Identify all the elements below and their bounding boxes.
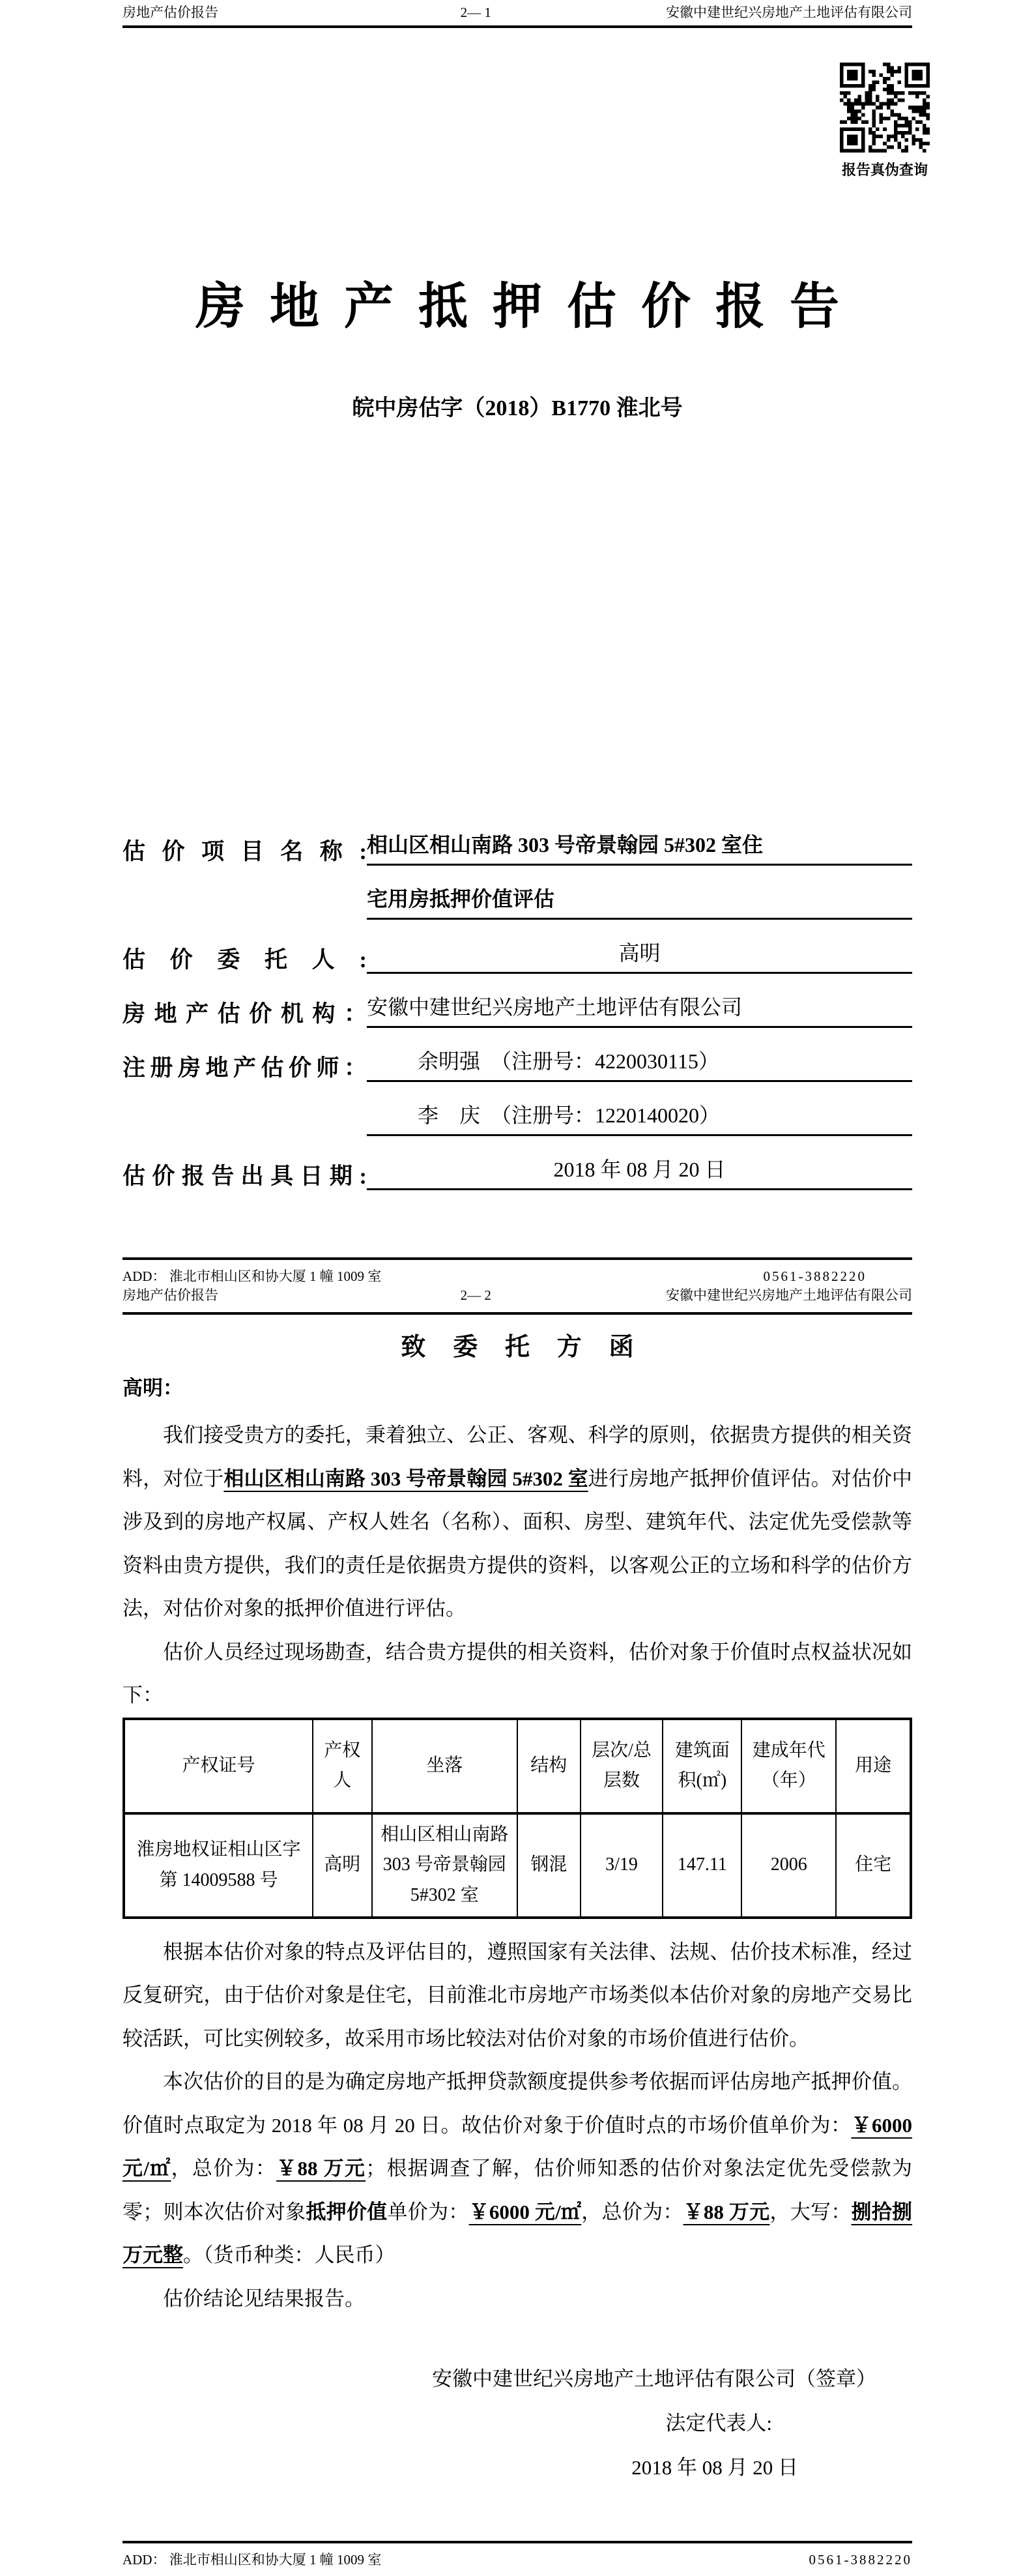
letter-salutation: 高明： (122, 1377, 183, 1399)
cover-fields (122, 812, 912, 1190)
text-run: ，总价为： (581, 2200, 683, 2223)
letter-body-intro (122, 1414, 912, 1718)
field-value: 相山区相山南路 303 号帝景翰园 5#302 室住 (367, 832, 912, 866)
header-company: 安徽中建世纪兴房地产土地评估有限公司 (666, 5, 912, 20)
cell-area: 147.11 (663, 1813, 741, 1918)
text-run: 相山区相山南路 303 号帝景翰园 5#302 室 (223, 1467, 588, 1490)
paragraph (122, 1931, 912, 2061)
report-number: 皖中房估字（2018）B1770 淮北号 (352, 396, 683, 420)
text-run: ￥6000 元/㎡ (468, 2200, 582, 2223)
text-run: ，总价为： (171, 2157, 277, 2180)
cell-year-built: 2006 (741, 1813, 836, 1918)
page1-footer (122, 1268, 912, 1285)
cell-usage: 住宅 (836, 1813, 911, 1918)
cell-certificate-no: 淮房地权证相山区字第 14009588 号 (124, 1813, 313, 1918)
field-value: 高明 (367, 940, 912, 974)
text-run: ￥88 万元 (276, 2157, 366, 2180)
field-value: 宅用房抵押价值评估 (367, 886, 912, 920)
field-label: 估价委托人: (122, 947, 367, 973)
page1-running-header (122, 0, 912, 28)
page-break (122, 1257, 912, 1315)
page2-running-header (122, 1287, 912, 1304)
footer-address: ADD： 淮北市相山区和协大厦 1 幢 1009 室 (122, 1268, 382, 1284)
header-company: 安徽中建世纪兴房地产土地评估有限公司 (666, 1287, 912, 1303)
footer-phone: 0561-3882220 (809, 2552, 912, 2568)
table-row (124, 1813, 911, 1918)
field-value: 安徽中建世纪兴房地产土地评估有限公司 (367, 994, 912, 1028)
paragraph (122, 1414, 912, 1631)
col-year-built: 建成年代（年） (741, 1719, 836, 1813)
header-doc-type: 房地产估价报告 (122, 5, 218, 20)
field-row-issue-date (122, 1136, 912, 1190)
letter-body-conclusion (122, 1931, 912, 2321)
text-run: 进行房地产抵押价值评估。对估价中涉及到的房地产权属、产权人姓名（名称）、面积、房型、建筑年代、法定优先受偿款等资料由贵方提供，我们的责任是依据贵方提供的资料，以客观公正的立场和科学的估价方法，对估价对象的抵押价值进行评估。 (122, 1467, 913, 1620)
field-row-client (122, 920, 912, 974)
text-run: ，大写： (769, 2200, 852, 2223)
text-run: ￥88 万元 (683, 2200, 770, 2223)
footer-address: ADD： 淮北市相山区和协大厦 1 幢 1009 室 (122, 2552, 382, 2568)
text-run: 捌拾捌万元整 (122, 2200, 913, 2266)
text-run: 估价结论见结果报告。 (163, 2287, 365, 2310)
qr-code (839, 63, 931, 153)
text-run: 单价为： (387, 2200, 469, 2223)
field-row-agency (122, 974, 912, 1028)
field-row-project-name (122, 812, 912, 866)
col-usage: 用途 (836, 1719, 911, 1813)
qr-caption: 报告真伪查询 (841, 162, 928, 178)
field-value: 余明强 （注册号：4220030115） (367, 1048, 912, 1082)
col-location: 坐落 (372, 1719, 517, 1813)
qr-verification-block (839, 63, 931, 179)
signature-date: 2018 年 08 月 20 日 (631, 2456, 798, 2479)
paragraph (122, 1631, 912, 1718)
cell-structure: 钢混 (517, 1813, 581, 1918)
page-title: 房地产抵押估价报告 (195, 280, 864, 334)
field-label: 估价报告出具日期: (122, 1164, 367, 1189)
cell-location: 相山区相山南路 303 号帝景翰园 5#302 室 (372, 1813, 517, 1918)
text-run: 我们接受贵方的委托，秉着独立、公正、客观、科学的原则，依据贵方提供的相关资料，对位于 (122, 1424, 912, 1490)
page2-footer (122, 2541, 912, 2569)
signature-company: 安徽中建世纪兴房地产土地评估有限公司（签章） (432, 2367, 876, 2390)
paragraph (122, 2277, 912, 2321)
field-value: 李 庆 （注册号：1220140020） (367, 1102, 912, 1136)
field-row-project-name-cont (122, 866, 912, 920)
field-label: 估价项目名称: (122, 839, 367, 864)
cell-owner: 高明 (313, 1813, 372, 1918)
text-run: 抵押价值 (306, 2200, 388, 2223)
text-run: 本次估价的目的是为确定房地产抵押贷款额度提供参考依据而评估房地产抵押价值。价值时点取定为 2018 年 08 月 20 日。故估价对象于价值时点的市场价值单价为： (122, 2070, 912, 2137)
signature-legal-rep: 法定代表人: (665, 2412, 772, 2435)
col-floor: 层次/总层数 (581, 1719, 663, 1813)
paragraph (122, 2060, 912, 2277)
table-header-row (124, 1719, 911, 1813)
col-area: 建筑面积(㎡) (663, 1719, 741, 1813)
text-run: 。（货币种类：人民币） (183, 2244, 395, 2266)
header-page-number: 2— 1 (460, 5, 491, 20)
field-label: 注册房地产估价师： (122, 1055, 367, 1081)
field-label: 房地产估价机构： (122, 1001, 367, 1027)
property-rights-table (122, 1718, 912, 1919)
col-structure: 结构 (517, 1719, 581, 1813)
field-row-appraiser-2 (122, 1082, 912, 1136)
text-run: ；根据调查了解，估价师知悉的估价对象法定优先受偿款为零；则本次估价对象 (122, 2157, 913, 2223)
col-owner: 产权人 (313, 1719, 372, 1813)
text-run: 根据本估价对象的特点及评估目的，遵照国家有关法律、法规、估价技术标准，经过反复研究，由于估价对象是住宅，目前淮北市房地产市场类似本估价对象的房地产交易比较活跃，可比实例较多，故采用市场比较法对估价对象的市场价值进行估价。 (122, 1940, 912, 2050)
field-row-appraiser-1 (122, 1028, 912, 1082)
text-run: 估价人员经过现场勘查，结合贵方提供的相关资料，估价对象于价值时点权益状况如下： (122, 1640, 912, 1706)
letter-title: 致委托方函 (401, 1334, 661, 1361)
cell-floor: 3/19 (581, 1813, 663, 1918)
signature-block (122, 2357, 912, 2490)
field-value: 2018 年 08 月 20 日 (367, 1156, 912, 1190)
footer-phone: 0561-3882220 (763, 1268, 867, 1284)
header-page-number: 2— 2 (460, 1287, 491, 1303)
text-run: ￥6000 元/㎡ (122, 2113, 912, 2180)
col-certificate-no: 产权证号 (124, 1719, 313, 1813)
header-doc-type: 房地产估价报告 (122, 1287, 218, 1303)
